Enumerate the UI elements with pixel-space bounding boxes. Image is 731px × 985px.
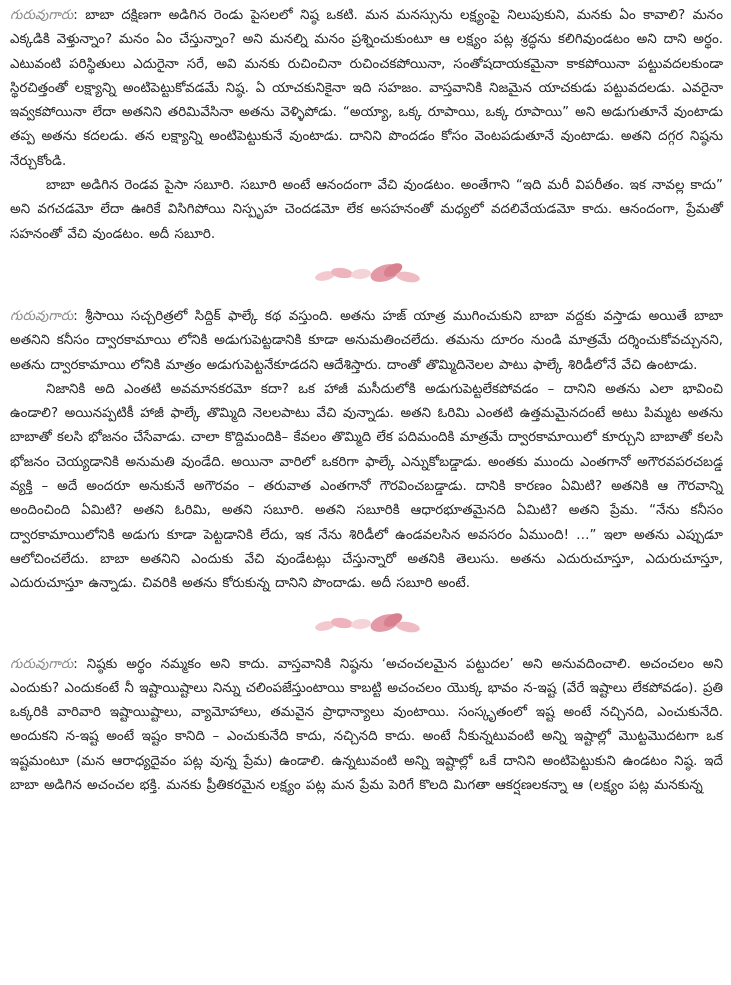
rose-petals-icon [311,256,423,290]
paragraph-text: : శ్రీసాయి సచ్చరిత్రలో సిద్దిక్ ఫాల్కే కథ వస్తుంది. అతను హజ్ యాత్ర ముగించుకుని బాబా వద్దకు వస్తాడు అయితే బాబా అతనిని కనీసం ద్వారకామాయి లోనికి అడుగుపెట్టడానికి కూడా అనుమతించలేదు. తమను దూరం నుండి మాత్రమే దర్శించుకోవచ్చునని, అతను ద్వారకామాయి లోనికి మాత్రం అడుగుపెట్టనేకూడదని ఆదేశిస్తారు. దాంతో తొమ్మిదినెలల పాటు ఫాల్కే శిరిడీలోనే వేచి ఉంటాడు. [10,308,723,373]
section-nishta-meaning [10,653,723,799]
section-phalke-story [10,305,723,597]
speaker-label: గురువుగారు [10,656,74,672]
paragraph [10,653,723,799]
divider [10,597,723,649]
speaker-label: గురువుగారు [10,8,74,23]
divider [10,247,723,299]
rose-petals-icon [311,606,423,640]
paragraph-text: : నిష్ఠకు అర్థం నమ్మకం అని కాదు. వాస్తవానికి నిష్ఠను ‘అచంచలమైన పట్టుదల’ అని అనువదించాలి. అచంచలం అని ఎందుకు? ఎందుకంటే నీ ఇష్టాయిష్టాలు నిన్ను చలింపజేస్తుంటాయి కాబట్టి అచంచలం యొక్క భావం న-ఇష్ట (వేరే ఇష్టాలు లేకపోవడం). ప్రతి ఒక్కరికి వారివారి ఇష్టాయిష్టాలు, వ్యామోహాలు, తమవైన ప్రాధాన్యాలు వుంటాయి. సంస్కృతంలో ఇష్ట అంటే నచ్చినది, ఎంచుకునేది. అందుకని న-ఇష్ట అంటే ఇష్టం కానిది – ఎంచుకునేది కాదు, నచ్చినది కాదు. అంటే నీకున్నటువంటి అన్ని ఇష్టాల్లో మొట్టమొదటగా ఒక ఇష్టమంటూ (మన ఆరాధ్యదైవం పట్ల వున్న ప్రేమ) ఉండాలి. ఉన్నటువంటి అన్ని ఇష్టాల్లో ఒకే దానిని అంటిపెట్టుకుని ఉండటం నిష్ఠ. ఇదే బాబా అడిగిన అచంచల భక్తి. మనకు ప్రీతికరమైన లక్ష్యం పట్ల మన ప్రేమ పెరిగే కొలది మిగతా ఆకర్షణలకన్నా ఆ (లక్ష్యం పట్ల మనకున్న [10,656,723,794]
paragraph [10,4,723,174]
paragraph: నిజానికి అది ఎంతటి అవమానకరమో కదా? ఒక హాజీ మసీదులోకి అడుగుపెట్టలేకపోవడం – దానిని అతను ఎలా భావించి ఉండాలి? అయినప్పటికీ హాజీ ఫాల్కే తొమ్మిది నెలలపాటు వేచి వున్నాడు. అతని ఓరిమి ఎంతటి ఉత్తమమైనదంటే అటు పిమ్మట అతను బాబాతో కలసి భోజనం చేసేవాడు. చాలా కొద్దిమందికి– కేవలం తొమ్మిది లేక పదిమందికి మాత్రమే ద్వారకామాయిలో కూర్చుని బాబాతో కలసి భోజనం చెయ్యడానికి అనుమతి వుండేది. అయినా వారిలో ఒకరిగా ఫాల్కే ఎన్నుకోబడ్డాడు. అంతకు ముందు ఎంతగానో అగౌరవపరచబడ్డ వ్యక్తి – అదే అందరూ అనుకునే అగౌరవం – తరువాత ఎంతగానో గౌరవించబడ్డాడు. దానికి కారణం ఏమిటి? అతనికి ఆ గౌరవాన్ని అందించింది ఏమిటి? అతని ఓరిమి, అతని సబూరి. అతని సబూరికి ఆధారభూతమైనది ఏమిటి? అతని ప్రేమ. “నేను కనీసం ద్వారకామాయిలోనికి అడుగు కూడా పెట్టడానికి లేదు, ఇక నేను శిరిడీలో ఉండవలసిన అవసరం ఏముంది! …” ఇలా అతను ఎప్పుడూ ఆలోచించలేదు. బాబా అతనిని ఎందుకు వేచి వుండేటట్లు చేస్తున్నారో అతనికి తెలుసు. అతను ఎదురుచూస్తూ, ఎదురుచూస్తూ, ఎదురుచూస్తూ ఉన్నాడు. చివరికి అతను కోరుకున్న దానిని పొందాడు. అదీ సబూరి అంటే. [10,381,724,592]
paragraph [10,305,723,378]
paragraph-text: : బాబా దక్షిణగా అడిగిన రెండు పైసలలో నిష్ఠ ఒకటి. మన మనస్సును లక్ష్యంపై నిలుపుకుని, మనకు ఏం కావాలి? మనం ఎక్కడికి వెళ్తున్నాం? మనం ఏం చేస్తున్నాం? అని మనల్ని మనం ప్రశ్నించుకుంటూ ఆ లక్ష్యం పట్ల శ్రద్ధను కలిగివుండటం అని దాని అర్థం. ఎటువంటి పరిస్థితులు ఎదురైనా సరే, అవి మనకు రుచించినా రుచించకపోయినా, సంతోషదాయకమైనా కాకపోయినా పట్టువదలకుండా స్థిరచిత్తంతో లక్ష్యాన్ని అంటిపెట్టుకోవడమే నిష్ఠ. ఏ యాచకునికైనా ఇది సహజం. వాస్తవానికి నిజమైన యాచకుడు పట్టువదలడు. ఎవరైనా ఇవ్వకపోయినా లేదా అతనిని తరిమివేసినా అతను వెళ్ళిపోడు. “అయ్యా, ఒక్క రూపాయి, ఒక్క రూపాయి” అని అడుగుతూనే వుంటాడు తప్ప అతను కదలడు. తన లక్ష్యాన్ని అంటిపెట్టుకునే వుంటాడు. దానిని పొందడం కోసం వెంటపడుతూనే వుంటాడు. అతని దగ్గర నిష్ఠను నేర్చుకోండి. [10,8,723,169]
speaker-label: గురువుగారు [10,308,74,324]
paragraph: బాబా అడిగిన రెండవ పైసా సబూరి. సబూరి అంటే ఆనందంగా వేచి వుండటం. అంతేగాని “ఇది మరీ విపరీతం. ఇక నావల్ల కాదు” అని వగచడమో లేదా ఊరికే విసిగిపోయి నిస్పృహ చెందడమో లేక అసహనంతో మధ్యలో వదలివేయడమో కాదు. ఆనందంగా, ప్రేమతో సహనంతో వేచి వుండటం. అదీ సబూరి. [10,178,723,242]
section-nishta-saburi [10,4,723,247]
